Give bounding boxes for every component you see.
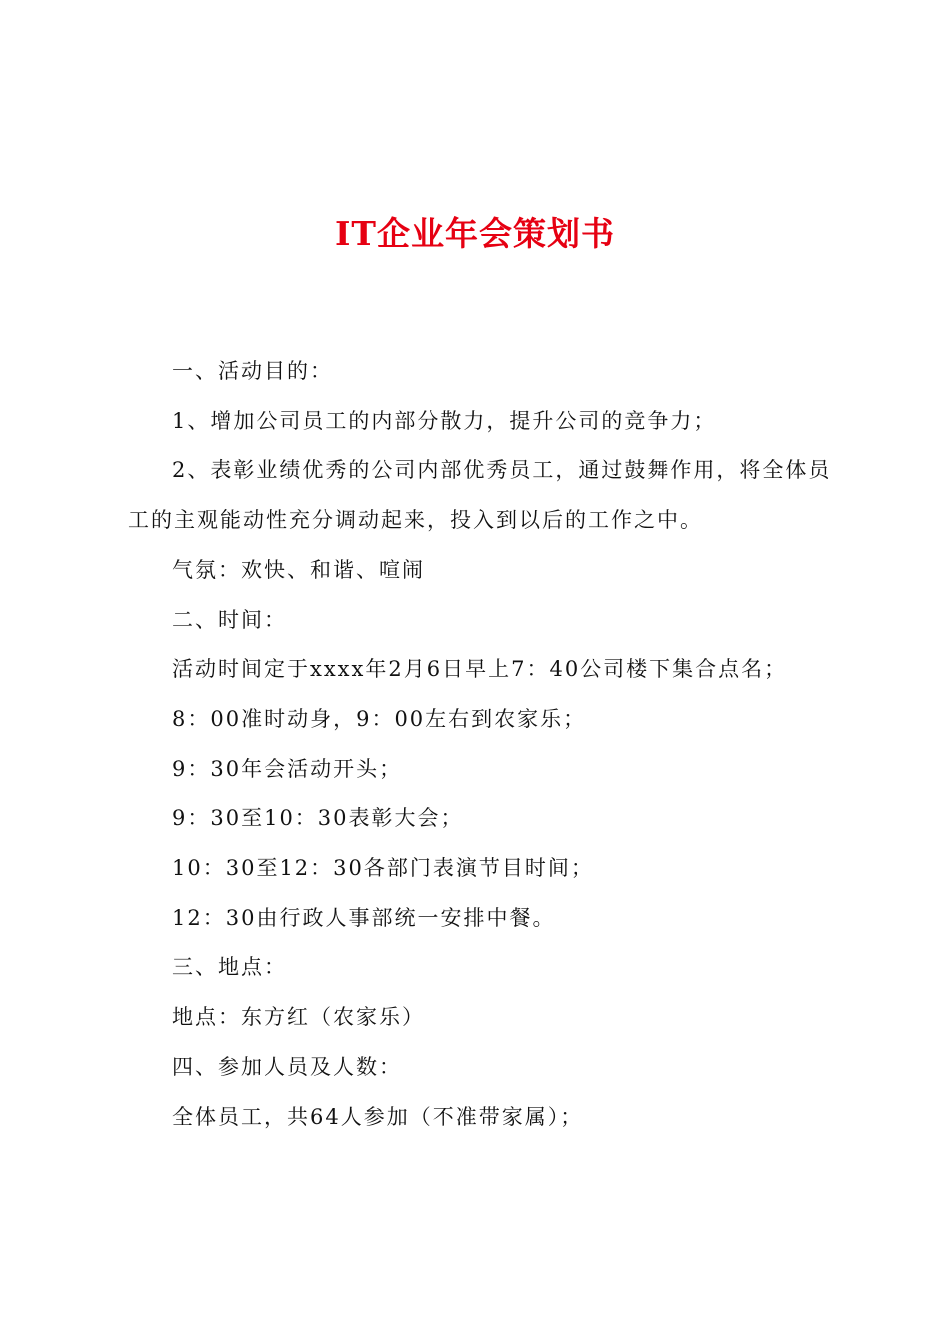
location-line: 地点：东方红（农家乐） [172,1005,425,1030]
atmosphere-line: 气氛：欢快、和谐、喧闹 [172,557,425,582]
time-item-awards: 9：30至10：30表彰大会； [172,806,464,831]
purpose-item-1: 1、增加公司员工的内部分散力，提升公司的竞争力； [172,408,717,433]
section-heading-participants: 四、参加人员及人数： [172,1054,402,1079]
participants-line: 全体员工，共64人参加（不准带家属）； [172,1104,584,1129]
section-heading-purpose: 一、活动目的： [172,359,333,383]
time-item-start: 9：30年会活动开头； [172,756,403,781]
time-item-assembly: 活动时间定于xxxx年2月6日早上7：40公司楼下集合点名； [172,657,788,682]
section-heading-time: 二、时间： [172,607,287,632]
purpose-item-2: 2、表彰业绩优秀的公司内部优秀员工，通过鼓舞作用，将全体员工的主观能动性充分调动起来，投入到以后的工作之中。 [128,458,832,533]
time-item-departure: 8：00准时动身，9：00左右到农家乐； [172,706,587,731]
document-body [128,347,833,1142]
time-item-performances: 10：30至12：30各部门表演节目时间； [172,856,594,881]
time-item-lunch: 12：30由行政人事部统一安排中餐。 [172,905,556,930]
document-title: IT企业年会策划书 [335,214,615,253]
section-heading-location: 三、地点： [172,955,287,980]
